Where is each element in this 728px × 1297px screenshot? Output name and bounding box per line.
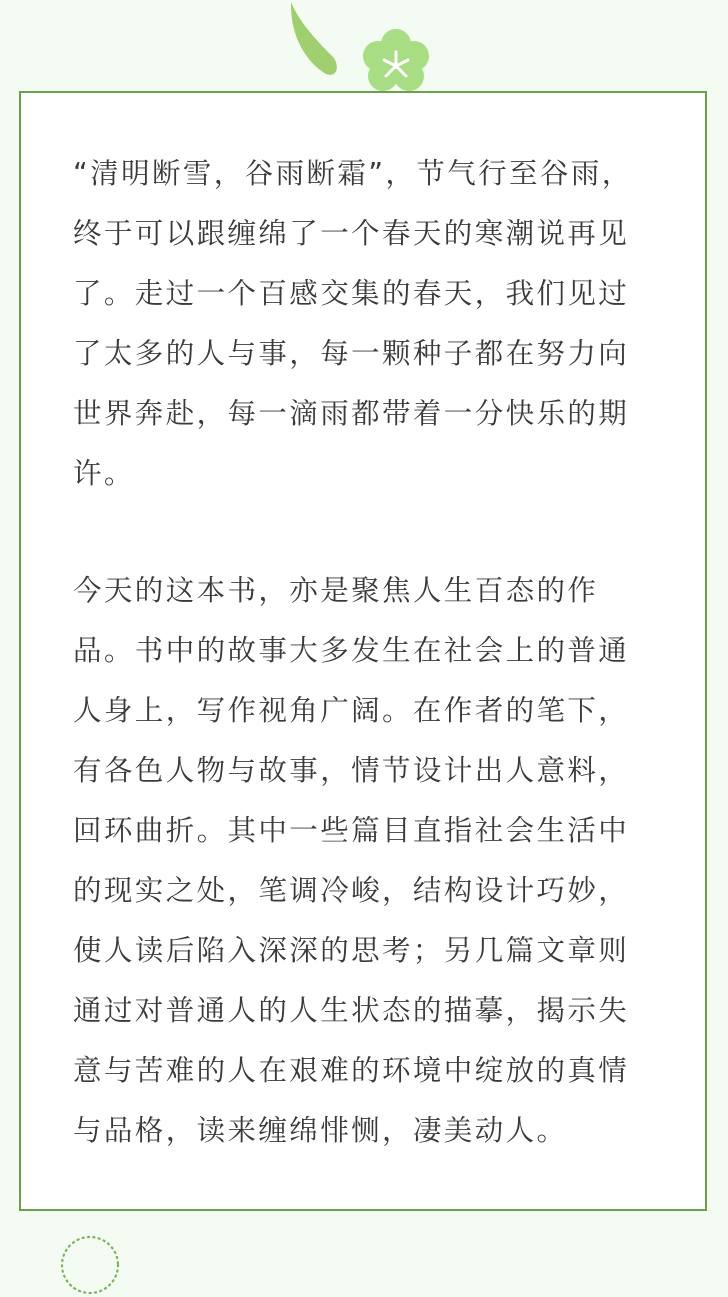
clover-flower-icon: [363, 29, 429, 91]
text-line: 终于可以跟缠绵了一个春天的寒潮说再见: [73, 217, 630, 250]
text-line: 许。: [73, 457, 135, 490]
text-line: 有各色人物与故事，情节设计出人意料，: [73, 754, 630, 787]
text-line: 回环曲折。其中一些篇目直指社会生活中: [73, 814, 630, 847]
leaf-icon: [291, 2, 337, 75]
top-decoration: [0, 0, 728, 100]
dotted-circle-icon: [58, 1233, 122, 1297]
text-line: 了太多的人与事，每一颗种子都在努力向: [73, 337, 630, 370]
text-line: 意与苦难的人在艰难的环境中绽放的真情: [73, 1054, 630, 1087]
text-line: 品。书中的故事大多发生在社会上的普通: [73, 634, 630, 667]
text-line: 使人读后陷入深深的思考；另几篇文章则: [73, 934, 630, 967]
content-frame: [19, 91, 707, 1211]
text-line: 世界奔赴，每一滴雨都带着一分快乐的期: [73, 397, 630, 430]
text-line: 了。走过一个百感交集的春天，我们见过: [73, 277, 630, 310]
text-line: “清明断雪，谷雨断霜”，节气行至谷雨，: [73, 157, 633, 190]
text-line: 通过对普通人的人生状态的描摹，揭示失: [73, 994, 630, 1027]
text-line: 今天的这本书，亦是聚焦人生百态的作: [73, 574, 599, 607]
text-line: 的现实之处，笔调冷峻，结构设计巧妙，: [73, 874, 630, 907]
paragraph-1: [73, 144, 663, 504]
paragraph-2: [73, 561, 663, 1161]
text-line: 与品格，读来缠绵悱恻，凄美动人。: [73, 1114, 568, 1147]
text-line: 人身上，写作视角广阔。在作者的笔下，: [73, 694, 630, 727]
